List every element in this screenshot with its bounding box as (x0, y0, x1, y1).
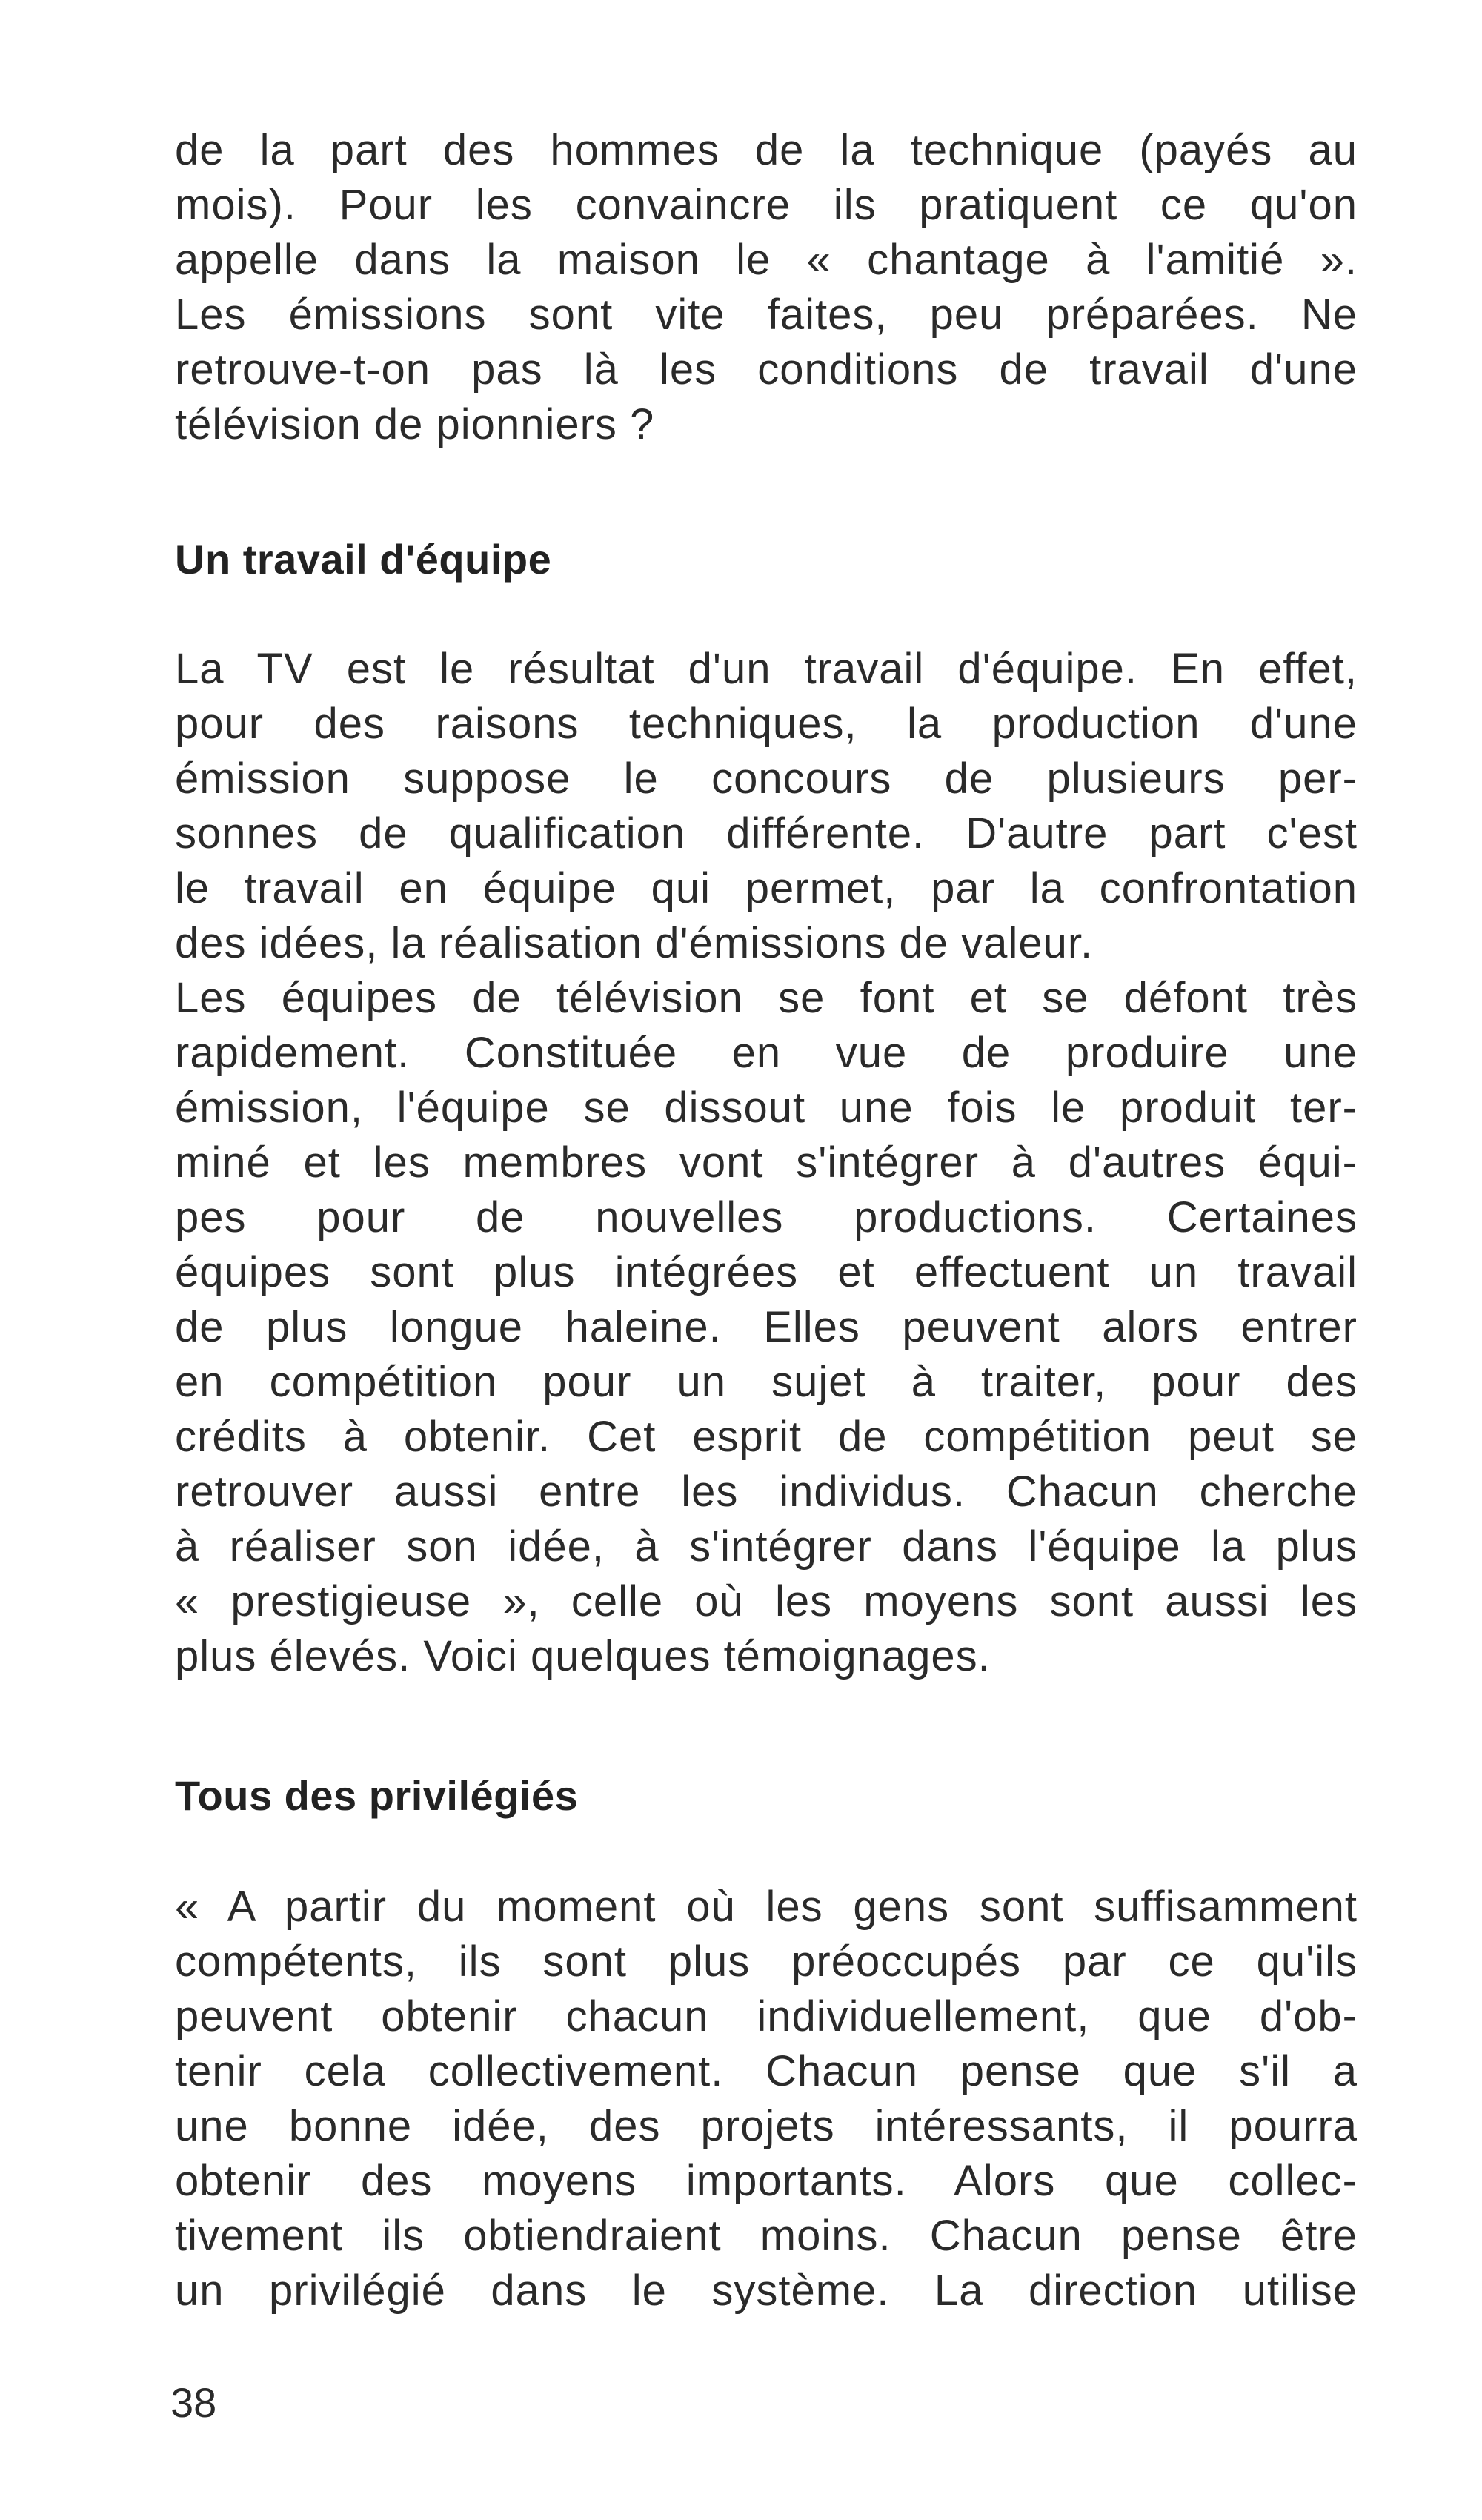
page-number: 38 (170, 2379, 217, 2426)
paragraph-teamwork (175, 642, 1358, 971)
text-line: La TV est le résultat d'un travail d'équipe. En effet, (175, 645, 1358, 693)
text-line: un privilégié dans le système. La direction utilise (175, 2267, 1358, 2315)
paragraph-text (175, 123, 1358, 452)
paragraph-text (175, 1880, 1358, 2318)
section-heading: Un travail d'équipe (175, 536, 552, 583)
text-line: tivement ils obtiendraient moins. Chacun pense être (175, 2212, 1358, 2260)
text-line: équipes sont plus intégrées et effectuent un travail (175, 1248, 1358, 1296)
text-line: « prestigieuse », celle où les moyens sont aussi les (175, 1577, 1358, 1625)
text-line: pour des raisons techniques, la production d'une (175, 700, 1358, 748)
text-line: crédits à obtenir. Cet esprit de compétition peut se (175, 1413, 1358, 1461)
text-line: de plus longue haleine. Elles peuvent alors entrer (175, 1303, 1358, 1351)
text-line: télévision de pionniers ? (175, 400, 655, 448)
text-line: Les équipes de télévision se font et se défont très (175, 974, 1358, 1022)
text-line: à réaliser son idée, à s'intégrer dans l'équipe la plus (175, 1522, 1358, 1571)
text-line: en compétition pour un sujet à traiter, pour des (175, 1358, 1358, 1406)
text-line: pes pour de nouvelles productions. Certaines (175, 1193, 1358, 1241)
text-line: une bonne idée, des projets intéressants, il pourra (175, 2102, 1358, 2150)
text-line: sonnes de qualification différente. D'autre part c'est (175, 809, 1358, 858)
text-line: « A partir du moment où les gens sont suffisamment (175, 1883, 1358, 1931)
text-line: compétents, ils sont plus préoccupés par ce qu'ils (175, 1937, 1358, 1986)
text-line: miné et les membres vont s'intégrer à d'autres équi- (175, 1138, 1358, 1187)
text-line: retrouve-t-on pas là les conditions de travail d'une (175, 345, 1358, 394)
text-line: plus élevés. Voici quelques témoignages. (175, 1632, 991, 1680)
section-heading-2 (175, 1768, 1358, 1823)
text-line: rapidement. Constituée en vue de produire une (175, 1029, 1358, 1077)
paragraph-text (175, 642, 1358, 971)
text-line: peuvent obtenir chacun individuellement, que d'ob- (175, 1992, 1358, 2040)
text-line: tenir cela collectivement. Chacun pense que s'il a (175, 2047, 1358, 2095)
text-line: émission, l'équipe se dissout une fois le produit ter- (175, 1084, 1358, 1132)
text-line: des idées, la réalisation d'émissions de valeur. (175, 919, 1094, 967)
text-line: de la part des hommes de la technique (payés au (175, 126, 1358, 174)
paragraph-opening (175, 123, 1358, 452)
text-line: émission suppose le concours de plusieurs per- (175, 755, 1358, 803)
text-line: retrouver aussi entre les individus. Chacun cherche (175, 1468, 1358, 1516)
text-line: Les émissions sont vite faites, peu préparées. Ne (175, 291, 1358, 339)
text-line: appelle dans la maison le « chantage à l'amitié ». (175, 236, 1358, 284)
paragraph-teams (175, 971, 1358, 1684)
section-heading: Tous des privilégiés (175, 1772, 579, 1819)
paragraph-quote (175, 1880, 1358, 2318)
text-line: mois). Pour les convaincre ils pratiquent ce qu'on (175, 181, 1358, 229)
text-line: le travail en équipe qui permet, par la confrontation (175, 864, 1358, 912)
paragraph-text (175, 971, 1358, 1684)
section-heading-1 (175, 532, 1358, 587)
text-line: obtenir des moyens importants. Alors que collec- (175, 2157, 1358, 2205)
